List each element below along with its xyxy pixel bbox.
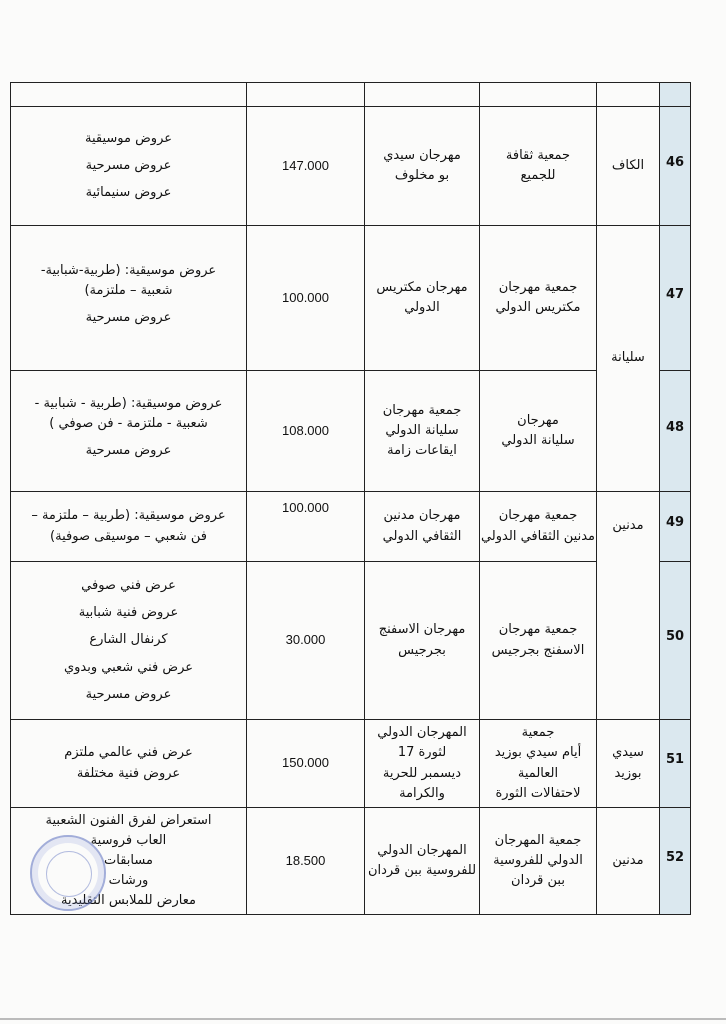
amount-cell: 147.000 [247, 107, 365, 226]
official-stamp-inner-ring [46, 851, 92, 897]
row-number: 51 [660, 720, 691, 808]
row-number: 47 [660, 226, 691, 371]
table-row [11, 562, 691, 720]
association-cell: مهرجان سليانة الدولي [480, 371, 597, 492]
festival-cell: مهرجان مدنين الثقافي الدولي [365, 492, 480, 562]
number-cell [660, 83, 691, 107]
activities-cell: عرض فني عالمي ملتزم عروض فنية مختلفة [11, 720, 247, 808]
region-cell: مدنين [597, 808, 660, 915]
association-cell [480, 83, 597, 107]
region-cell: سيدي بوزيد [597, 720, 660, 808]
amount-cell: 150.000 [247, 720, 365, 808]
festival-cell: جمعية مهرجان سليانة الدولي ايقاعات زامة [365, 371, 480, 492]
table-row [11, 720, 691, 808]
festivals-table [10, 82, 691, 915]
amount-cell: 108.000 [247, 371, 365, 492]
association-cell: جمعية مهرجان مكتريس الدولي [480, 226, 597, 371]
activities-cell: عروض موسيقية: (طربية-شبابية- شعبية – ملتزمة) عروض مسرحية [11, 226, 247, 371]
row-number: 46 [660, 107, 691, 226]
page-bottom-edge [0, 1018, 726, 1020]
official-stamp [30, 835, 106, 911]
table-row [11, 808, 691, 915]
festival-cell [365, 83, 480, 107]
activities-cell [11, 83, 247, 107]
region-cell: الكاف [597, 107, 660, 226]
festival-cell: مهرجان مكتريس الدولي [365, 226, 480, 371]
activities-cell: عروض موسيقية: (طربية – ملتزمة – فن شعبي – موسيقى صوفية) [11, 492, 247, 562]
association-cell: جمعية المهرجان الدولي للفروسية ببن قردان [480, 808, 597, 915]
row-number: 48 [660, 371, 691, 492]
table-row [11, 226, 691, 371]
region-cell: سليانة [597, 226, 660, 492]
festival-cell: مهرجان الاسفنج بجرجيس [365, 562, 480, 720]
amount-cell: 30.000 [247, 562, 365, 720]
amount-cell: 100.000 [247, 492, 365, 562]
row-number: 52 [660, 808, 691, 915]
festival-cell: المهرجان الدولي لثورة 17 ديسمبر للحرية والكرامة [365, 720, 480, 808]
table-header-strip [11, 83, 691, 107]
activities-cell: عروض موسيقية عروض مسرحية عروض سنيمائية [11, 107, 247, 226]
activities-cell: عروض موسيقية: (طربية - شبابية - شعبية - ملتزمة - فن صوفي ) عروض مسرحية [11, 371, 247, 492]
festival-cell: المهرجان الدولي للفروسية ببن قردان [365, 808, 480, 915]
festival-cell: مهرجان سيدي بو مخلوف [365, 107, 480, 226]
activities-cell: عرض فني صوفي عروض فنية شبابية كرنفال الشارع عرض فني شعبي وبدوي عروض مسرحية [11, 562, 247, 720]
row-number: 49 [660, 492, 691, 562]
activities-cell: استعراض لفرق الفنون الشعبية العاب فروسية مسابقات ورشات معارض للملابس التقليدية [11, 808, 247, 915]
table-row [11, 371, 691, 492]
amount-cell: 100.000 [247, 226, 365, 371]
association-cell: جمعية أيام سيدي بوزيد العالمية لاحتفالات الثورة [480, 720, 597, 808]
amount-cell: 18.500 [247, 808, 365, 915]
region-cell [597, 83, 660, 107]
amount-cell [247, 83, 365, 107]
table-row [11, 107, 691, 226]
association-cell: جمعية ثقافة للجميع [480, 107, 597, 226]
table-row [11, 492, 691, 562]
region-cell: مدنين [597, 492, 660, 720]
association-cell: جمعية مهرجان مدنين الثقافي الدولي [480, 492, 597, 562]
row-number: 50 [660, 562, 691, 720]
association-cell: جمعية مهرجان الاسفنج بجرجيس [480, 562, 597, 720]
